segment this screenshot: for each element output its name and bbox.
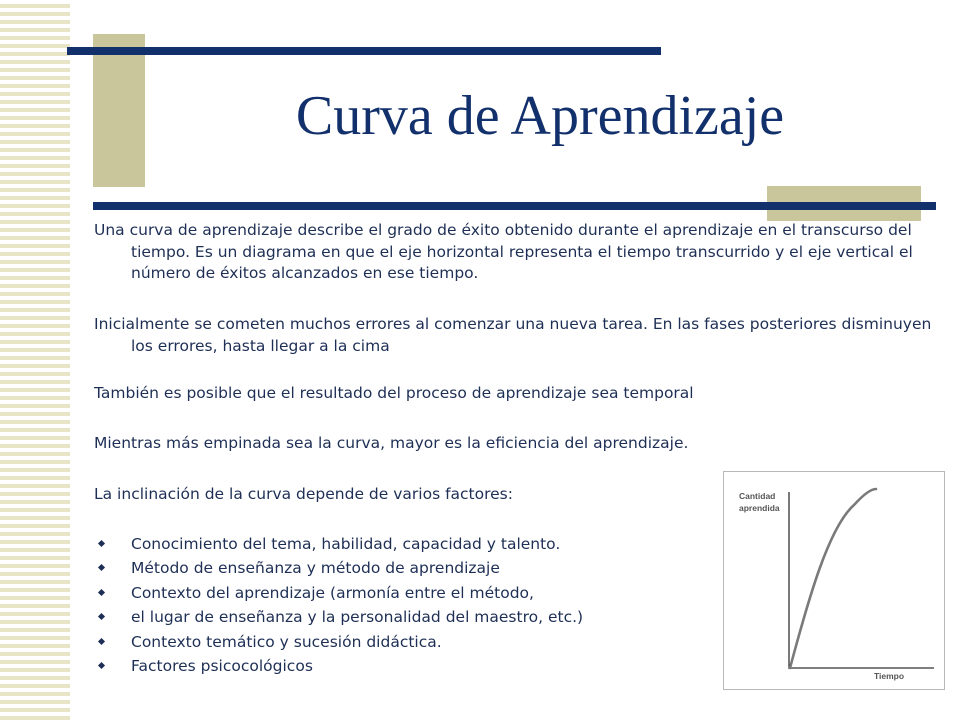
diamond-bullet-icon xyxy=(98,662,105,669)
diamond-bullet-icon xyxy=(98,589,105,596)
list-item-text: Contexto temático y sucesión didáctica. xyxy=(131,632,442,651)
paragraph-errors: Inicialmente se cometen muchos errores al comenzar una nueva tarea. En las fases posteriores disminuyen los errores, hasta llegar a la cima xyxy=(94,315,932,355)
paragraph-factors-intro: La inclinación de la curva depende de varios factores: xyxy=(94,485,513,503)
diamond-bullet-icon xyxy=(98,638,105,645)
diamond-bullet-icon xyxy=(98,540,105,547)
factors-list xyxy=(94,532,583,678)
learning-curve-figure xyxy=(723,471,945,690)
paragraph-steepness: Mientras más empinada sea la curva, mayor es la eficiencia del aprendizaje. xyxy=(94,434,689,452)
list-item xyxy=(94,581,583,605)
list-item xyxy=(94,630,583,654)
diamond-bullet-icon xyxy=(98,564,105,571)
paragraph-temporal: También es posible que el resultado del proceso de aprendizaje sea temporal xyxy=(94,384,694,402)
list-item-text: el lugar de enseñanza y la personalidad del maestro, etc.) xyxy=(131,608,584,627)
x-axis-label: Tiempo xyxy=(874,671,905,681)
list-item-text: Conocimiento del tema, habilidad, capacidad y talento. xyxy=(131,535,561,553)
list-item xyxy=(94,605,583,629)
list-item-text: Contexto del aprendizaje (armonía entre el método, xyxy=(131,583,534,602)
learning-curve-line xyxy=(790,489,876,668)
y-axis-label-line1: Cantidad xyxy=(739,491,776,501)
slide-title: Curva de Aprendizaje xyxy=(295,85,785,147)
decorative-bottom-rule xyxy=(93,202,936,210)
decorative-top-rule xyxy=(67,47,661,55)
decorative-olive-block xyxy=(93,34,145,187)
list-item-text: Factores psicocológicos xyxy=(131,656,313,675)
list-item-text: Método de enseñanza y método de aprendizaje xyxy=(131,559,500,578)
decorative-stripes xyxy=(0,0,70,720)
learning-curve-svg xyxy=(724,472,944,689)
list-item xyxy=(94,654,583,678)
paragraph-definition: Una curva de aprendizaje describe el grado de éxito obtenido durante el aprendizaje en el transcurso del tiempo. Es un diagrama en que el eje horizontal representa el tiempo transcurrido y el eje vertical el número de éxitos alcanzados en ese tiempo. xyxy=(94,221,913,282)
list-item xyxy=(94,556,583,580)
diamond-bullet-icon xyxy=(98,613,105,620)
list-item xyxy=(94,532,583,556)
y-axis-label-line2: aprendida xyxy=(739,503,780,513)
